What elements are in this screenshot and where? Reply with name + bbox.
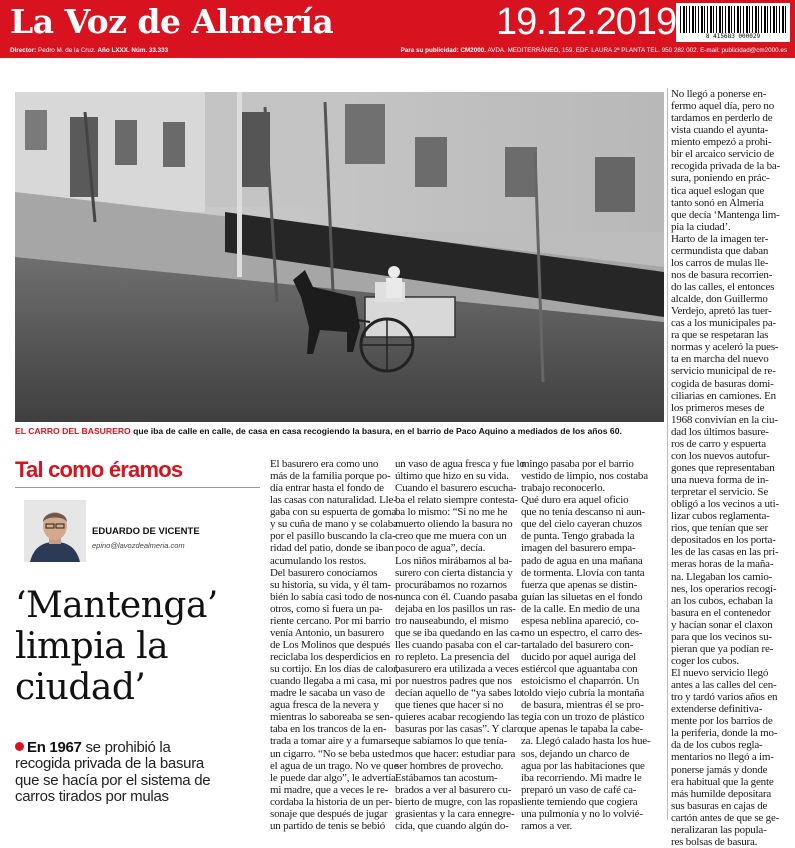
body-text-line: cartón antes de que se ge- — [671, 811, 780, 824]
headline-line: limpia la — [15, 626, 169, 667]
body-text-line: su cortijo. En los días de calor, — [270, 663, 399, 676]
body-text-line: para que los vecinos su- — [671, 630, 772, 643]
body-text-line: cermundista que daban — [671, 244, 769, 257]
body-text-line: y hacían sonar el claxon — [671, 618, 773, 631]
body-text-line: quieres acabar recogiendo las — [395, 711, 519, 724]
body-text-line: rios, que tenían que ser — [671, 522, 768, 535]
body-text-line: tanto sonó en Almería — [671, 196, 764, 209]
body-text-line: basurero era utilizada a veces — [395, 663, 519, 676]
body-text-line: No llegó a ponerse en- — [671, 88, 767, 100]
body-text-line: riente cercano. Por mi barrio — [270, 614, 391, 627]
ad-text: AVDA. MEDITERRÁNEO, 159. EDF. LAURA 2ª PLANTA TEL. 950 282 002. E-mail: publicidad@cm2000.es — [487, 47, 787, 54]
body-column-2 — [395, 458, 525, 832]
body-text-line: que sabíamos lo que tenía- — [395, 735, 508, 748]
body-text-line: depositados en los porta- — [671, 534, 776, 547]
body-text-line: gaba con su espuerta de goma — [270, 506, 397, 519]
director-label: Director: — [10, 47, 37, 54]
body-text-line: vestido de limpio, nos costaba — [521, 470, 648, 483]
section-divider — [15, 487, 260, 488]
body-text-line: na. Llegaban los camio- — [671, 570, 773, 583]
body-text-line: alcalde, don Guillermo — [671, 293, 768, 306]
barcode — [676, 3, 790, 42]
body-text-line: los carros de mulas lle- — [671, 256, 769, 269]
subhead — [15, 740, 260, 805]
body-text-line: sonaje que después de jugar — [270, 807, 388, 820]
body-text-line: extenderse definitiva- — [671, 703, 763, 716]
body-text-line: las casas con naturalidad. Lle- — [270, 494, 397, 507]
body-text-line: surero con cierta distancia y — [395, 566, 513, 579]
subhead-line: recogida privada de la basura — [15, 755, 204, 773]
author-email[interactable]: epino@lavozdealmeria.com — [92, 541, 185, 550]
body-text-line: nunca con él. Cuando pasaba — [395, 590, 518, 603]
body-column-3 — [521, 458, 665, 832]
body-text-line: de la calle. En medio de una — [521, 602, 640, 615]
body-text-line: bién lo sabía casi todo de nos- — [270, 590, 397, 603]
body-text-line: an los cubos, echaban la — [671, 594, 773, 607]
body-text-line: bierto de mugre, con las ropas — [395, 795, 522, 808]
body-text-line: una nueva forma de in- — [671, 474, 769, 486]
body-text-line: ba lo mismo: “Si no me he — [395, 506, 508, 519]
body-text-line: acumulando los restos. — [270, 554, 367, 567]
body-text-line: más de la familia porque po- — [270, 470, 391, 483]
body-text-line: los primeros meses de — [671, 401, 765, 414]
body-text-line: neralizaran las popula- — [671, 823, 767, 836]
body-text-line: grasientas y la cara ennegre- — [395, 807, 515, 820]
body-text-line: Estábamos tan acostum- — [395, 771, 498, 784]
body-text-line: su historia, su vida, y él tam- — [270, 578, 391, 591]
body-text-line: de tormenta. Llovía con tanta — [521, 566, 645, 579]
body-text-line: El basurero era como uno — [270, 458, 379, 470]
body-text-line: procurábamos no rozarnos — [395, 578, 507, 591]
body-text-line: lles cuando pasaba con el car- — [395, 638, 521, 651]
author-name: EDUARDO DE VICENTE — [92, 526, 200, 537]
headline — [15, 585, 260, 708]
body-text-line: basuras por las casas”. Y claro — [395, 723, 523, 736]
author-portrait-icon — [24, 500, 86, 562]
photo-caption — [15, 426, 664, 436]
body-text-line: tica aquel eslogan que — [671, 184, 765, 197]
body-text-line: que tienes que hacer si no — [395, 699, 504, 712]
body-text-line: agua fresca de la nevera y — [270, 699, 379, 712]
body-text-line: que apenas le tapaba la cabe- — [521, 723, 644, 736]
subhead-line — [15, 740, 260, 756]
body-text-line: decían aquello de “ya sabes lo — [395, 687, 522, 700]
body-text-line: miento empezó a prohi- — [671, 136, 772, 149]
body-text-line: ciliarias en camiones. En — [671, 389, 776, 402]
body-text-line: ridad del patio, donde se iban — [270, 542, 394, 555]
body-text-line: liente temiendo que cogiera — [521, 795, 638, 808]
body-text-line: que del cielo cayeran chuzos — [521, 518, 642, 531]
body-text-line: dejaba en los pasillos un ras- — [395, 602, 516, 615]
body-text-line: mi madre, que a veces le re- — [270, 783, 389, 796]
info-line — [0, 45, 795, 58]
body-text-line: sos, dejando un charco de — [521, 747, 630, 760]
body-text-line: que se iba quedando en las ca- — [395, 626, 523, 639]
body-text-line: agua por las habitaciones que — [521, 759, 645, 772]
body-text-line: Qué duro era aquel oficio — [521, 494, 629, 507]
subhead-line: carros tirados por mulas — [15, 787, 169, 805]
body-text-line: brados a ver al basurero cu- — [395, 783, 512, 796]
body-text-line: les de las casas en las pri- — [671, 546, 779, 559]
body-text-line: ros de carro y espuerta — [671, 437, 766, 450]
body-text-line: que decía ‘Mantenga lim- — [671, 208, 780, 221]
body-text-line: res bolsas de basura. — [671, 835, 758, 848]
body-text-line: tardamos en perderlo de — [671, 112, 773, 125]
body-text-line: preparó un vaso de café ca- — [521, 783, 637, 796]
body-text-line: tartalado del basurero con- — [521, 638, 634, 651]
body-text-line: ducido por aquel auriga del — [521, 651, 636, 663]
caption-lead: EL CARRO DEL BASURERO — [15, 426, 131, 436]
body-text-line: trada a tomar aire y a fumarse — [270, 735, 396, 748]
main-photo — [15, 92, 664, 422]
body-text-line: pia la ciudad’. — [671, 220, 731, 233]
body-text-line: vista cuando el ayunta- — [671, 124, 769, 137]
body-text-line: cordaba la historia de un per- — [270, 795, 393, 808]
body-text-line: último que hizo en su vida. — [395, 470, 509, 483]
body-text-line: cuando llegaba a mi casa, mi — [270, 675, 392, 688]
body-text-line: ra que se respetaran las — [671, 329, 769, 342]
body-text-line: pieran que ya podían re- — [671, 642, 774, 655]
body-text-line: creo que me muera con un — [395, 530, 507, 543]
body-text-line: madre le sacaba un vaso de — [270, 687, 385, 700]
body-text-line: cas a los municipales pa- — [671, 317, 776, 330]
body-text-line: con los nuevos autofur- — [671, 449, 770, 462]
body-text-line: bir el arcaico servicio de — [671, 148, 774, 161]
body-text-line: venía Antonio, un basurero — [270, 626, 384, 639]
body-text-line: pado de agua en una mañana — [521, 554, 643, 567]
body-text-line: tro nauseabundo, el mismo — [395, 614, 509, 627]
body-text-line: un vaso de agua fresca y fue lo — [395, 458, 525, 470]
body-text-line: Del basurero conocíamos — [270, 566, 378, 579]
body-text-line: la periferia, donde la mo- — [671, 727, 778, 740]
body-column-4 — [671, 88, 789, 848]
body-text-line: ponerse jamás y donde — [671, 763, 768, 776]
masthead — [0, 0, 795, 45]
body-text-line: mingo pasaba por el barrio — [521, 458, 634, 470]
body-text-line: mentarios no llegó a im- — [671, 751, 774, 764]
body-text-line: le puede dar algo”, le advertía — [270, 771, 396, 784]
body-text-line: toldo viejo cubría la montaña — [521, 687, 645, 700]
director-text: Pedro M. de la Cruz. — [38, 47, 96, 54]
body-text-line: trabajo reconocerlo. — [521, 482, 605, 495]
body-text-line: que no tenía descanso ni aun- — [521, 506, 646, 519]
body-text-line: coger los cubos. — [671, 654, 739, 667]
year-number: Año LXXX. Núm. 33.333 — [97, 47, 169, 54]
body-text-line: nes, los operarios recogí- — [671, 582, 777, 595]
body-text-line: estoicismo el chaparrón. Un — [521, 675, 640, 688]
body-text-line: tro y tardó varios años en — [671, 691, 778, 704]
body-text-line: reciclaba los desperdicios en — [270, 651, 391, 663]
body-text-line: ba el relato siempre contesta- — [395, 494, 518, 507]
body-text-line: cida, que cuando algún do- — [395, 819, 509, 832]
body-text-line: guían las siluetas en el fondo — [521, 590, 643, 603]
body-text-line: imagen del basurero empa- — [521, 542, 636, 555]
director-info — [10, 47, 168, 54]
bullet-dot-icon — [15, 742, 24, 751]
body-text-line: Cuando el basurero escucha- — [395, 482, 517, 495]
body-text-line: antes a las calles del cen- — [671, 679, 777, 692]
body-text-line: ta en marcha del nuevo — [671, 353, 769, 366]
body-text-line: gones que representaban — [671, 461, 775, 474]
body-text-line: por nuestros padres que nos — [395, 675, 512, 688]
body-text-line: muerto oliendo la basura no — [395, 518, 513, 531]
ad-label: Para su publicidad: CM2000. — [400, 47, 487, 54]
body-text-line: basura en el contenedor — [671, 606, 771, 619]
body-text-line: ramos a ver. — [521, 819, 573, 832]
column-divider — [667, 88, 668, 820]
body-text-line: nos de basura recorrien- — [671, 268, 773, 281]
body-column-1 — [270, 458, 399, 832]
body-text-line: obligó a los vecinos a uti- — [671, 498, 779, 511]
body-text-line: mientras lo saboreaba se sen- — [270, 711, 394, 724]
body-text-line: mos que hacer: estudiar para — [395, 747, 516, 760]
body-text-line: ro repleto. La presencia del — [395, 651, 510, 663]
body-text-line: iba recorriendo. Mi madre le — [521, 771, 642, 784]
body-text-line: ser hombres de provecho. — [395, 759, 504, 772]
headline-line: ciudad’ — [15, 667, 146, 708]
body-text-line: taba en los trancos de la en- — [270, 723, 387, 736]
subhead-bold: En 1967 — [27, 739, 82, 756]
body-text-line: más humilde depositara — [671, 787, 772, 800]
body-text-line: espesa neblina apareció, co- — [521, 614, 639, 627]
body-text-line: era habitual que la gente — [671, 775, 774, 788]
caption-text: que iba de calle en calle, de casa en casa recogiendo la basura, en el barrio de Paco Aquino a mediados de los años 60. — [130, 426, 622, 436]
body-text-line: 1968 convivían en la ciu- — [671, 413, 778, 426]
author-avatar — [24, 500, 86, 562]
body-text-line: Verdejo, apretó las tuer- — [671, 305, 772, 318]
body-text-line: el agua de un trago. No ve que — [270, 759, 399, 772]
body-text-line: tegía con un trozo de plástico — [521, 711, 645, 724]
body-text-line: dad los últimos basure- — [671, 425, 769, 438]
body-text-line: un partido de tenis se bebió — [270, 819, 386, 832]
body-text-line: y su cuña de mano y se colaba — [270, 518, 398, 531]
body-text-line: lizar cubos reglamenta- — [671, 510, 770, 523]
body-text-line: un cigarro. “No se beba usted — [270, 747, 395, 760]
body-text-line: por el pasillo buscando la cla- — [270, 530, 396, 543]
body-text-line: cogida de basuras domi- — [671, 377, 774, 390]
photo-garbage-cart — [15, 92, 664, 422]
body-text-line: normas y aceleró la pues- — [671, 341, 779, 354]
body-text-line: Harto de la imagen ter- — [671, 232, 769, 245]
subhead-text: se prohibió la — [81, 739, 171, 756]
body-text-line: de Los Molinos que después — [270, 638, 391, 651]
barcode-bars — [680, 6, 786, 33]
subhead-line: que se hacía por el sistema de — [15, 771, 211, 789]
body-text-line: día entrar hasta el fondo de — [270, 482, 384, 495]
advertising-info — [401, 47, 787, 54]
body-text-line: recogida privada de la ba- — [671, 160, 781, 173]
body-text-line: de basura, mientras él se pro- — [521, 699, 644, 712]
body-text-line: sura, poniendo en prác- — [671, 172, 770, 185]
body-text-line: do las calles, el entonces — [671, 281, 775, 293]
body-text-line: estiércol que aguantaba con — [521, 663, 638, 676]
headline-line: ‘Mantenga’ — [15, 585, 218, 626]
body-text-line: servicio municipal de re- — [671, 365, 776, 378]
body-text-line: de punta. Tengo grabada la — [521, 530, 635, 543]
issue-date: 19.12.2019 — [496, 1, 677, 43]
body-text-line: otros, como si fuera un pa- — [270, 602, 383, 615]
body-text-line: za. Llegó calado hasta los hue- — [521, 735, 651, 748]
body-text-line: mo un espectro, el carro des- — [521, 626, 643, 639]
body-text-line: mente por los barrios de — [671, 715, 773, 728]
body-text-line: El nuevo servicio llegó — [671, 667, 769, 679]
body-text-line: terpretar el servicio. Se — [671, 486, 769, 499]
body-text-line: poco de agua”, decía. — [395, 542, 486, 555]
body-text-line: meras horas de la maña- — [671, 558, 774, 571]
barcode-number: 8 415683 000029 — [705, 33, 761, 40]
body-text-line: una pulmonía y no lo volvié- — [521, 807, 643, 820]
body-text-line: sus basuras en cajas de — [671, 799, 768, 812]
body-text-line: Los niños mirábamos al ba- — [395, 554, 512, 567]
body-text-line: da de los cubos regla- — [671, 739, 763, 752]
body-text-line: fermo aquel día, pero no — [671, 100, 775, 113]
section-title: Tal como éramos — [15, 457, 183, 482]
newspaper-title: La Voz de Almería — [10, 2, 334, 41]
body-text-line: fuerza que apenas se distin- — [521, 578, 637, 591]
